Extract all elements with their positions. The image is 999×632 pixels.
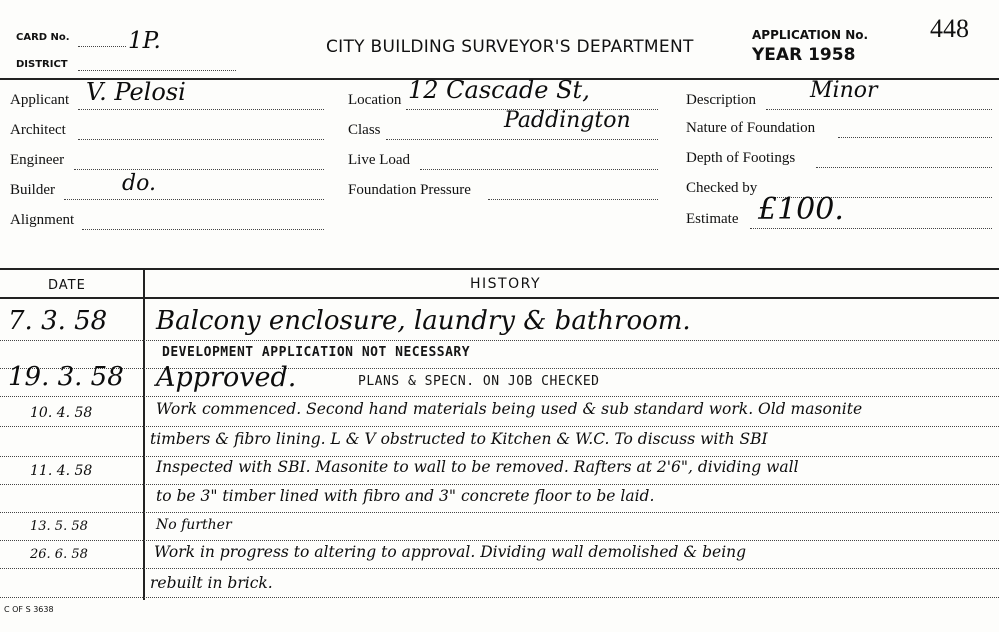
history-date: 26. 6. 58 bbox=[30, 547, 88, 562]
history-date: 19. 3. 58 bbox=[8, 362, 124, 392]
row-rule-5 bbox=[0, 456, 999, 457]
history-entry: timbers & fibro lining. L & V obstructed to Kitchen & W.C. To discuss with SBI bbox=[150, 430, 768, 448]
history-entry: to be 3" timber lined with fibro and 3" concrete floor to be laid. bbox=[156, 487, 655, 505]
history-date: 13. 5. 58 bbox=[30, 519, 88, 534]
plans-checked-stamp: PLANS & SPECN. ON JOB CHECKED bbox=[358, 374, 600, 389]
row-rule-9 bbox=[0, 568, 999, 569]
engineer-dots bbox=[74, 169, 324, 170]
row-rule-7 bbox=[0, 512, 999, 513]
alignment-dots bbox=[82, 229, 324, 230]
department-title: CITY BUILDING SURVEYOR'S DEPARTMENT bbox=[326, 37, 694, 57]
application-no-label: APPLICATION No. bbox=[752, 28, 869, 42]
history-top-rule bbox=[0, 268, 999, 270]
row-rule-10 bbox=[0, 597, 999, 598]
date-header: DATE bbox=[48, 278, 86, 293]
nature-of-foundation-label: Nature of Foundation bbox=[686, 120, 816, 136]
district-dots bbox=[78, 70, 236, 71]
builder-label: Builder bbox=[10, 182, 55, 198]
row-rule-4 bbox=[0, 426, 999, 427]
estimate-label: Estimate bbox=[686, 211, 739, 227]
description-label: Description bbox=[686, 92, 756, 108]
row-rule-3 bbox=[0, 396, 999, 397]
estimate-value: £100. bbox=[758, 192, 844, 227]
architect-dots bbox=[78, 139, 324, 140]
location-label: Location bbox=[348, 92, 402, 108]
estimate-dots bbox=[750, 228, 992, 229]
row-rule-8 bbox=[0, 540, 999, 541]
district-label: DISTRICT bbox=[16, 59, 68, 70]
application-no-value: 448 bbox=[930, 14, 969, 43]
row-rule-6 bbox=[0, 484, 999, 485]
history-entry: Work commenced. Second hand materials being used & sub standard work. Old masonite bbox=[156, 400, 863, 418]
alignment-label: Alignment bbox=[10, 212, 75, 228]
history-entry: Work in progress to altering to approval. Dividing wall demolished & being bbox=[154, 543, 747, 561]
location-value: 12 Cascade St, bbox=[408, 76, 590, 104]
history-entry: rebuilt in brick. bbox=[150, 574, 273, 592]
description-dots bbox=[766, 109, 992, 110]
foundation-pressure-label: Foundation Pressure bbox=[348, 182, 471, 198]
history-date: 10. 4. 58 bbox=[30, 405, 93, 421]
builder-value: do. bbox=[122, 171, 156, 196]
applicant-value: V. Pelosi bbox=[86, 78, 186, 106]
row-rule-1 bbox=[0, 340, 999, 341]
engineer-label: Engineer bbox=[10, 152, 65, 168]
history-header: HISTORY bbox=[470, 276, 541, 292]
live-load-dots bbox=[420, 169, 658, 170]
architect-label: Architect bbox=[10, 122, 66, 138]
form-code: C OF S 3638 bbox=[4, 605, 54, 614]
card-no-value: 1P. bbox=[128, 28, 161, 54]
card-no-label: CARD No. bbox=[16, 32, 70, 43]
applicant-label: Applicant bbox=[10, 92, 70, 108]
class-value: Paddington bbox=[504, 108, 631, 133]
description-value: Minor bbox=[810, 78, 878, 103]
year-label: YEAR 1958 bbox=[752, 45, 856, 65]
development-stamp: DEVELOPMENT APPLICATION NOT NECESSARY bbox=[162, 345, 471, 360]
row-rule-2 bbox=[0, 368, 999, 369]
checked-by-label: Checked by bbox=[686, 180, 758, 196]
class-label: Class bbox=[348, 122, 381, 138]
history-date: 11. 4. 58 bbox=[30, 463, 93, 479]
card-no-dots bbox=[78, 46, 126, 47]
applicant-dots bbox=[78, 109, 324, 110]
history-entry: Approved. bbox=[156, 362, 297, 393]
depth-of-footings-dots bbox=[816, 167, 992, 168]
history-date: 7. 3. 58 bbox=[8, 306, 108, 336]
nature-of-foundation-dots bbox=[838, 137, 992, 138]
builder-dots bbox=[64, 199, 324, 200]
history-entry: Inspected with SBI. Masonite to wall to be removed. Rafters at 2'6", dividing wall bbox=[156, 458, 799, 476]
foundation-pressure-dots bbox=[488, 199, 658, 200]
depth-of-footings-label: Depth of Footings bbox=[686, 150, 796, 166]
history-entry: No further bbox=[156, 517, 232, 533]
class-dots bbox=[386, 139, 658, 140]
live-load-label: Live Load bbox=[348, 152, 411, 168]
history-header-rule bbox=[0, 297, 999, 299]
date-column-divider bbox=[143, 270, 145, 600]
history-entry: Balcony enclosure, laundry & bathroom. bbox=[156, 306, 691, 336]
